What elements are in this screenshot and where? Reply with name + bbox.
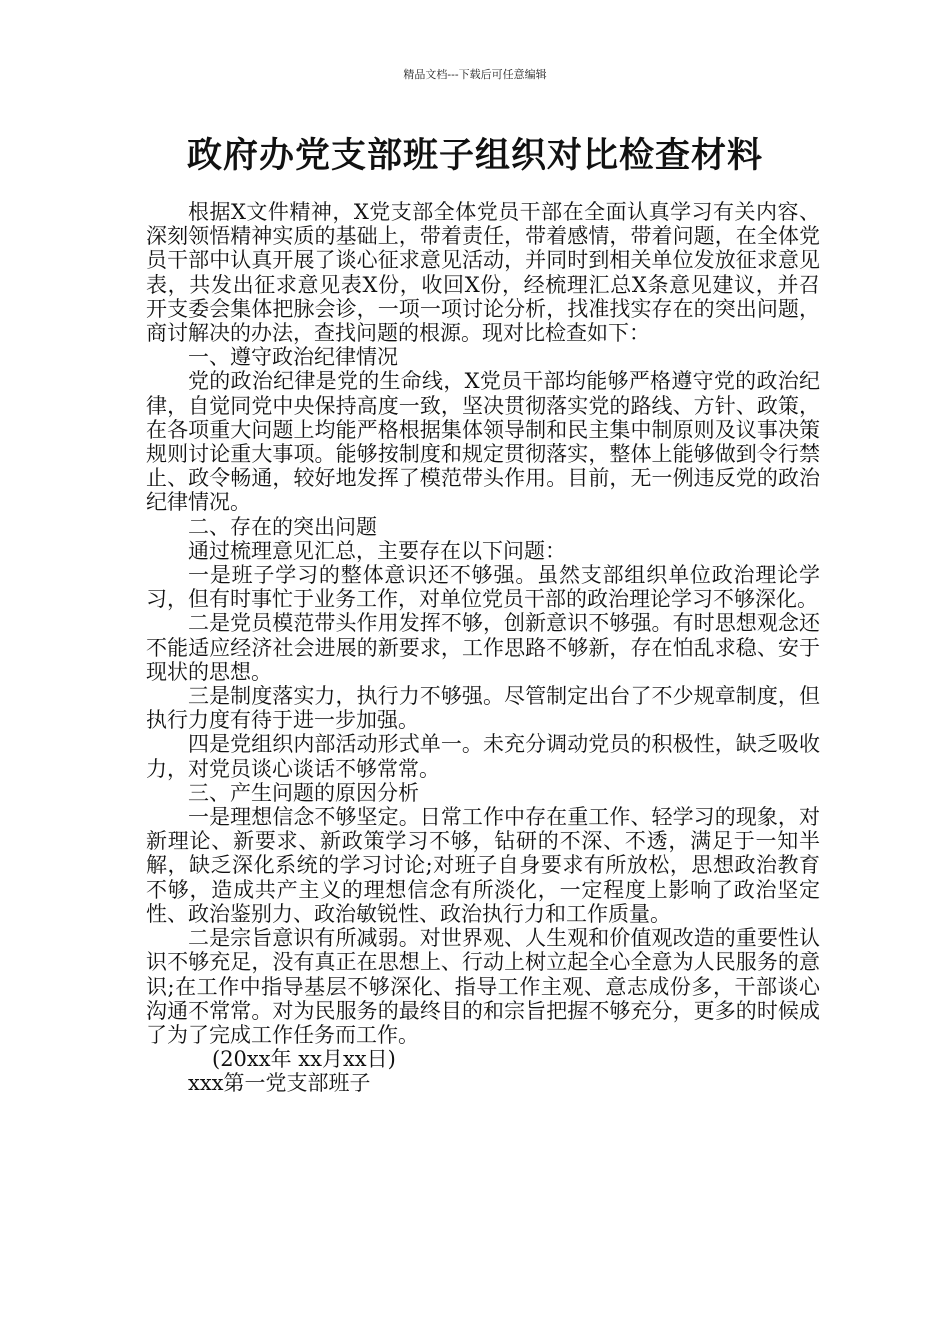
intro-paragraph: 根据X文件精神，X党支部全体党员干部在全面认真学习有关内容、深刻领悟精神实质的基础上，带着责任，带着感情，带着问题，在全体党员干部中认真开展了谈心征求意见活动，并同时到相关单位发放征求意见表，共发出征求意见表X份，收回X份，经梳理汇总X条意见建议，并召开支委会集体把脉会诊，一项一项讨论分析，找准找实存在的突出问题，商讨解决的办法，查找问题的根源。现对比检查如下： <box>146 200 820 346</box>
paragraph-cause-2: 二是宗旨意识有所减弱。对世界观、人生观和价值观改造的重要性认识不够充足，没有真正在思想上、行动上树立起全心全意为人民服务的意识;在工作中指导基层不够深化、指导工作主观、意志成份多，干部谈心沟通不常常。对为民服务的最终目的和宗旨把握不够充分，更多的时候成了为了完成工作任务而工作。 <box>146 926 820 1047</box>
paragraph-problem-3: 三是制度落实力，执行力不够强。尽管制定出台了不少规章制度，但执行力度有待于进一步加强。 <box>146 684 820 733</box>
section-heading-3: 三、产生问题的原因分析 <box>188 780 419 805</box>
paragraph-problem-2: 二是党员模范带头作用发挥不够，创新意识不够强。有时思想观念还不能适应经济社会进展的新要求，工作思路不够新，存在怕乱求稳、安于现状的思想。 <box>146 611 820 684</box>
paragraph-summary-intro: 通过梳理意见汇总，主要存在以下问题： <box>188 538 566 563</box>
document-body <box>146 200 820 1096</box>
signature: xxx第一党支部班子 <box>188 1071 371 1096</box>
section-heading-2: 二、存在的突出问题 <box>188 514 377 539</box>
section-heading-1: 一、遵守政治纪律情况 <box>188 345 398 370</box>
paragraph-political-discipline: 党的政治纪律是党的生命线，X党员干部均能够严格遵守党的政治纪律，自觉同党中央保持高度一致，坚决贯彻落实党的路线、方针、政策，在各项重大问题上均能严格根据集体领导制和民主集中制原则及议事决策规则讨论重大事项。能够按制度和规定贯彻落实，整体上能够做到令行禁止、政令畅通，较好地发挥了模范带头作用。目前，无一例违反党的政治纪律情况。 <box>146 369 820 515</box>
header-note: 精品文档---下载后可任意编辑 <box>403 68 547 81</box>
paragraph-problem-4: 四是党组织内部活动形式单一。未充分调动党员的积极性，缺乏吸收力，对党员谈心谈话不够常常。 <box>146 732 820 781</box>
date-line: (20xx年 xx月xx日) <box>212 1047 396 1072</box>
document-title: 政府办党支部班子组织对比检查材料 <box>186 136 763 176</box>
paragraph-problem-1: 一是班子学习的整体意识还不够强。虽然支部组织单位政治理论学习，但有时事忙于业务工作，对单位党员干部的政治理论学习不够深化。 <box>146 563 820 612</box>
paragraph-cause-1: 一是理想信念不够坚定。日常工作中存在重工作、轻学习的现象，对新理论、新要求、新政策学习不够，钻研的不深、不透，满足于一知半解，缺乏深化系统的学习讨论;对班子自身要求有所放松，思想政治教育不够，造成共产主义的理想信念有所淡化，一定程度上影响了政治坚定性、政治鉴别力、政治敏锐性、政治执行力和工作质量。 <box>146 805 820 926</box>
